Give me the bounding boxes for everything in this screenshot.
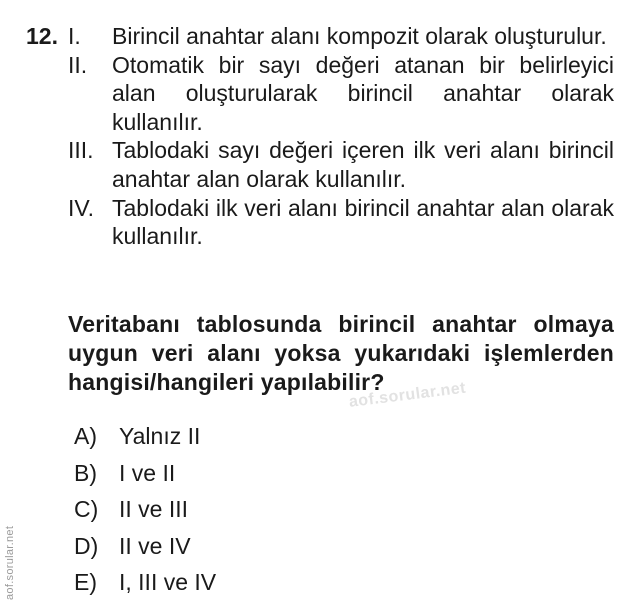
- answer-option-e[interactable]: [74, 564, 474, 601]
- option-text: I ve II: [119, 459, 176, 486]
- statement-text: Tablodaki sayı değeri içeren ilk veri alanı birincil anahtar alan olarak kullanılır.: [112, 137, 614, 192]
- statement-numeral: IV.: [68, 194, 95, 221]
- answer-option-c[interactable]: [74, 491, 474, 528]
- option-text: II ve IV: [119, 532, 191, 559]
- answer-options: [74, 418, 474, 601]
- statement-numeral: II.: [68, 51, 88, 78]
- statement-item: [68, 22, 614, 51]
- statement-text: Tablodaki ilk veri alanı birincil anahtar alan olarak kullanılır.: [112, 194, 614, 250]
- watermark-center: aof.sorular.net: [348, 379, 467, 411]
- question-number: 12.: [26, 23, 58, 49]
- option-letter: D): [74, 532, 99, 559]
- option-letter: B): [74, 459, 97, 486]
- answer-option-a[interactable]: [74, 418, 474, 455]
- option-text: II ve III: [119, 496, 189, 522]
- watermark-side: aof.sorular.net: [4, 525, 16, 600]
- answer-option-d[interactable]: [74, 528, 474, 565]
- statement-list: [68, 22, 614, 251]
- option-letter: C): [74, 496, 99, 522]
- answer-option-b[interactable]: [74, 455, 474, 492]
- statement-text: Birincil anahtar alanı kompozit olarak oluşturulur.: [112, 23, 607, 49]
- statement-text: Otomatik bir sayı değeri atanan bir belirleyici alan oluşturularak birincil anahtar olarak kullanılır.: [112, 51, 614, 135]
- statement-item: [68, 136, 614, 193]
- statement-item: [68, 51, 614, 137]
- statement-numeral: III.: [68, 137, 94, 164]
- option-text: Yalnız II: [119, 423, 201, 449]
- statement-item: [68, 194, 614, 251]
- option-letter: E): [74, 569, 97, 595]
- statement-numeral: I.: [68, 23, 81, 49]
- option-letter: A): [74, 423, 97, 449]
- question-prompt: Veritabanı tablosunda birincil anahtar olmaya uygun veri alanı yoksa yukarıdaki işlemlerden hangisi/hangileri yapılabilir?: [68, 311, 614, 395]
- option-text: I, III ve IV: [119, 569, 217, 595]
